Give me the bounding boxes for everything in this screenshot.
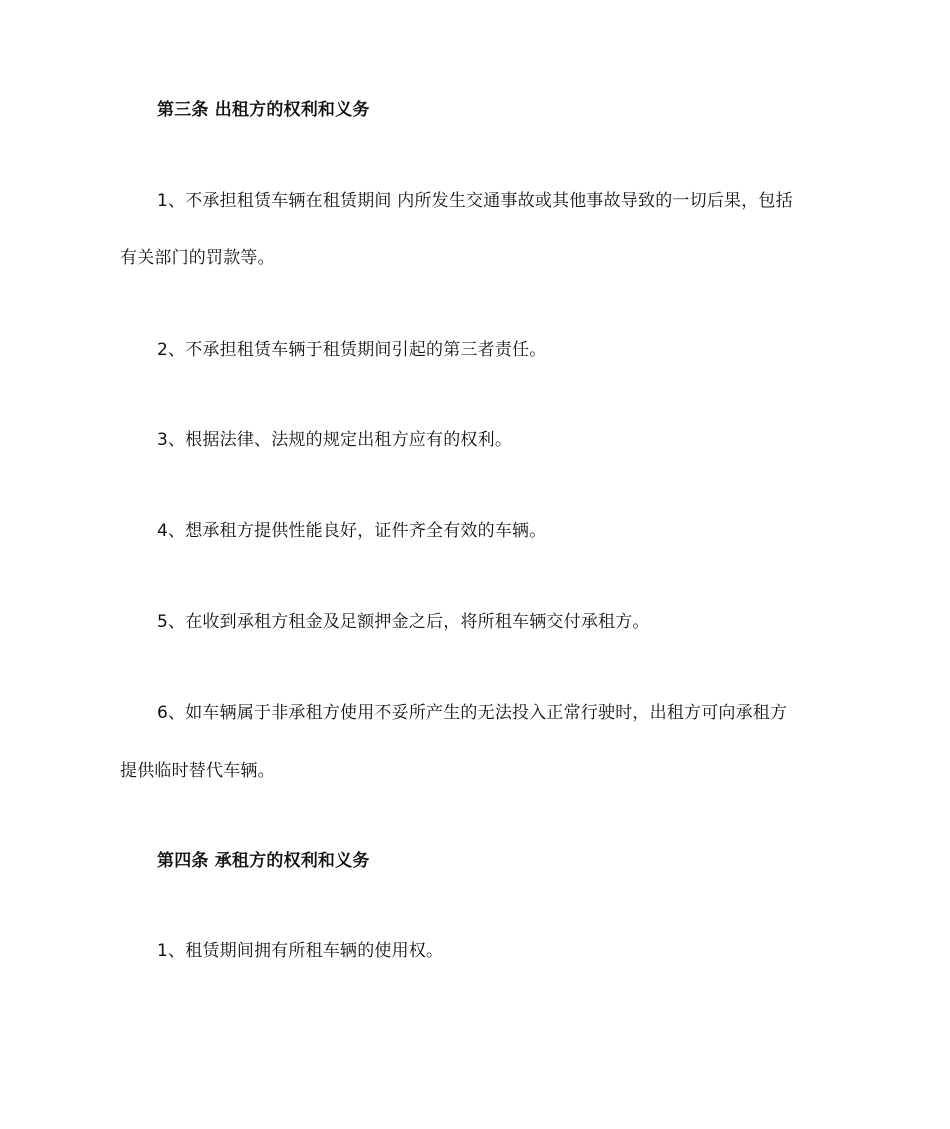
article-3-item-4: 4、想承租方提供性能良好，证件齐全有效的车辆。	[157, 521, 547, 541]
article-3-item-6-line-2: 提供临时替代车辆。	[120, 761, 275, 781]
article-3-item-5: 5、在收到承租方租金及足额押金之后，将所租车辆交付承租方。	[157, 612, 650, 632]
article-3-item-2: 2、不承担租赁车辆于租赁期间引起的第三者责任。	[157, 340, 547, 360]
article-3-item-3: 3、根据法律、法规的规定出租方应有的权利。	[157, 430, 513, 450]
article-3-item-1-line-2: 有关部门的罚款等。	[120, 248, 275, 268]
article-4-item-1: 1、租赁期间拥有所租车辆的使用权。	[157, 941, 444, 961]
article-3-item-1-line-1: 1、不承担租赁车辆在租赁期间 内所发生交通事故或其他事故导致的一切后果，包括	[157, 191, 793, 211]
article-3-item-6-line-1: 6、如车辆属于非承租方使用不妥所产生的无法投入正常行驶时，出租方可向承租方	[157, 703, 788, 723]
article-4-heading: 第四条 承租方的权利和义务	[157, 851, 370, 871]
article-3-heading: 第三条 出租方的权利和义务	[157, 100, 370, 120]
